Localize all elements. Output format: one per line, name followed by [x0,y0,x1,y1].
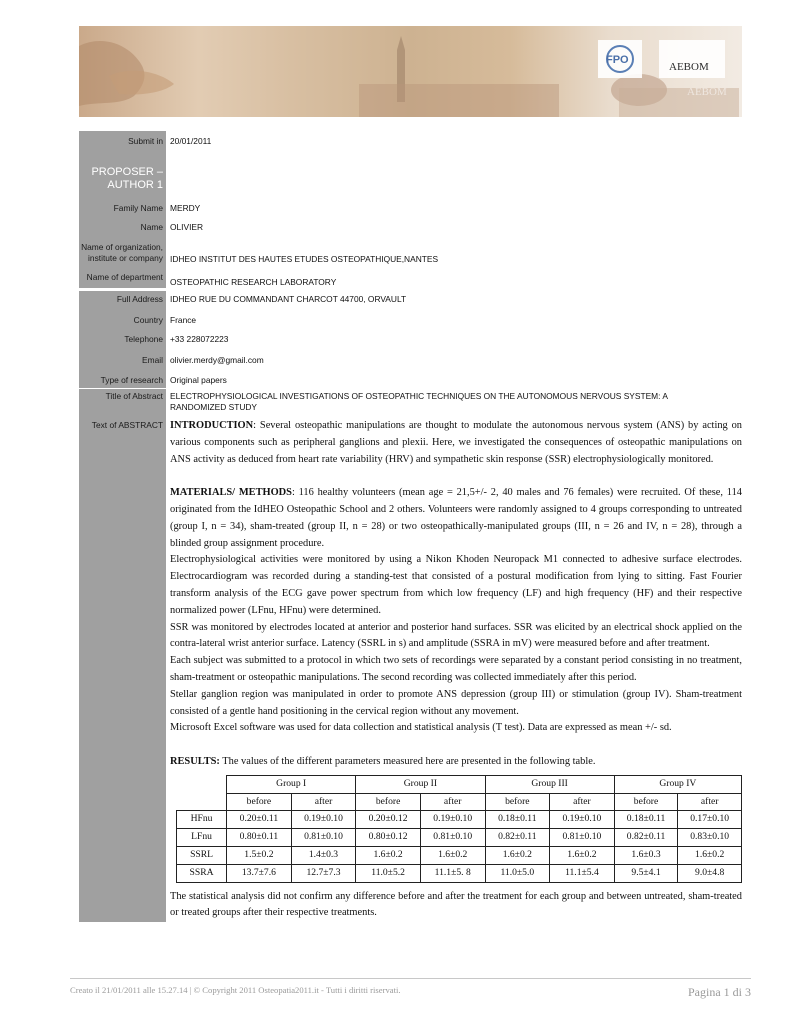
table-cell: 9.0±4.8 [678,864,742,882]
group-header: Group III [485,775,614,793]
table-row [177,864,742,882]
field-label: Full Address [79,291,166,312]
results-paragraph: RESULTS: The values of the different parameters measured here are presented in the following table. [170,755,596,767]
field-value: France [170,315,197,325]
field-value: OLIVIER [170,222,204,232]
table-cell: 0.19±0.10 [550,811,615,829]
field-row [79,312,742,332]
table-cell: 0.19±0.10 [420,811,485,829]
table-cell: 9.5±4.1 [614,864,678,882]
field-value: OSTEOPATHIC RESEARCH LABORATORY [170,277,337,287]
methods-paragraph: MATERIALS/ METHODS: 116 healthy volunteers (mean age = 21,5+/- 2, 40 males and 76 females) were recruited. Of these, 114 originated from the IdHEO Osteopathic School and 2 others. Volunteers were randomly assigned to 4 groups corresponding to untreated (group I, n = 34), sham-treated (group II, n = 28) or two osteopathically-manipulated groups (III, n = 26 and IV, n = 28), through a blinded group assignment procedure. [170,487,742,549]
field-label: Email [79,352,166,372]
field-row [79,198,742,219]
section-row [79,161,742,198]
field-label: Name [79,219,166,240]
table-cell: 0.18±0.11 [614,811,678,829]
field-label: Title of Abstract [79,389,166,418]
results-heading: RESULTS: [170,755,220,767]
field-label: Submit in [79,131,166,161]
paragraph: Each subject was submitted to a protocol in which two sets of recordings were separated by a constant period consisting in no treatment, sham-treatment or osteopathic manipulations. The second recording was collected immediately after this period. [170,655,742,683]
fpo-logo: FPO [606,54,629,66]
page-footer [70,978,751,999]
field-label: Text of ABSTRACT [79,418,166,922]
table-cell: 13.7±7.6 [227,864,292,882]
table-cell: 0.20±0.11 [227,811,292,829]
abstract-row [79,418,742,922]
field-label: Name of department [79,268,166,288]
row-label: SSRA [177,864,227,882]
field-label: Type of research [79,372,166,388]
table-cell: 0.82±0.11 [614,829,678,847]
results-table [176,775,742,883]
field-label: Name of organization, institute or company [79,240,166,268]
subheader-cell: before [227,793,292,811]
table-cell: 0.81±0.10 [291,829,356,847]
table-header-row [177,775,742,793]
table-cell: 0.81±0.10 [420,829,485,847]
page-number: Pagina 1 di 3 [688,985,751,999]
abstract-body [166,418,742,922]
table-cell: 0.80±0.12 [356,829,421,847]
field-row [79,332,742,352]
subheader-cell: after [291,793,356,811]
table-cell: 11.1±5. 8 [420,864,485,882]
aebom-logo: AEBOM [669,61,709,73]
table-cell: 11.0±5.2 [356,864,421,882]
group-header: Group II [356,775,485,793]
intro-heading: INTRODUCTION [170,420,254,431]
subheader-cell: before [614,793,678,811]
aebom-watermark: AEBOM [687,86,727,98]
table-subheader-row [177,793,742,811]
field-row [79,372,742,389]
table-cell: 0.18±0.11 [485,811,550,829]
methods-heading: MATERIALS/ METHODS [170,487,292,499]
table-cell: 1.6±0.2 [550,846,615,864]
paragraph: Microsoft Excel software was used for data collection and statistical analysis (T test). Data are expressed as mean +/- sd. [170,722,672,734]
table-cell: 12.7±7.3 [291,864,356,882]
field-label: Telephone [79,332,166,352]
table-cell: 0.19±0.10 [291,811,356,829]
field-row [79,131,742,161]
table-cell: 0.20±0.12 [356,811,421,829]
intro-paragraph: INTRODUCTION: Several osteopathic manipulations are thought to modulate the autonomous nervous system (ANS) by acting on various components such as peripheral ganglions and plexii. Here, we investigated the consequences of osteopathic manipulations on ANS activity as deduced from heart rate variability (HRV) and sympathetic skin response (SSR) electrophysiologically monitored. [170,420,742,465]
row-label: SSRL [177,846,227,864]
field-value: Original papers [170,375,227,385]
table-row [177,846,742,864]
email-value: olivier.merdy@gmail.com [170,355,264,365]
paragraph: Stellar ganglion region was manipulated in order to promote ANS depression (group III) or stimulation (group IV). Sham-treatment consisted of a gentle hand positioning in the cervical region without any movement. [170,688,742,717]
field-value: 20/01/2011 [170,136,212,146]
section-heading: PROPOSER – AUTHOR 1 [79,161,166,198]
field-row [79,240,742,268]
group-header: Group IV [614,775,741,793]
table-row [177,811,742,829]
submission-form [79,131,742,922]
subheader-cell: before [356,793,421,811]
field-label: Country [79,312,166,332]
copyright-text: Creato il 21/01/2011 alle 15.27.14 | © Copyright 2011 Osteopatia2011.it - Tutti i diritti riservati. [70,985,401,995]
banner-artwork [79,26,742,117]
table-row [177,829,742,847]
field-row [79,268,742,291]
group-header: Group I [227,775,356,793]
table-cell: 1.6±0.2 [485,846,550,864]
subheader-cell: before [485,793,550,811]
table-cell: 1.5±0.2 [227,846,292,864]
table-cell: 1.4±0.3 [291,846,356,864]
abstract-title: ELECTROPHYSIOLOGICAL INVESTIGATIONS OF OSTEOPATHIC TECHNIQUES ON THE AUTONOMOUS NERVOUS SYSTEM: A RANDOMIZED STUDY [170,391,668,412]
field-row [79,219,742,240]
field-value: +33 228072223 [170,334,229,344]
table-cell: 0.17±0.10 [678,811,742,829]
field-row [79,291,742,312]
row-label: LFnu [177,829,227,847]
field-value: IDHEO RUE DU COMMANDANT CHARCOT 44700, ORVAULT [170,294,407,304]
table-cell: 1.6±0.2 [356,846,421,864]
field-row [79,389,742,418]
table-cell: 0.83±0.10 [678,829,742,847]
table-cell: 0.82±0.11 [485,829,550,847]
field-value [166,161,742,167]
field-value: MERDY [170,203,201,213]
table-cell: 11.1±5.4 [550,864,615,882]
table-cell: 0.81±0.10 [550,829,615,847]
field-row [79,352,742,372]
row-label: HFnu [177,811,227,829]
field-value: IDHEO INSTITUT DES HAUTES ETUDES OSTEOPATHIQUE,NANTES [170,254,439,264]
conclusion-paragraph: The statistical analysis did not confirm any difference before and after the treatment for each group and between untreated, sham-treated or treated groups after their respective treatments. [170,890,742,919]
paragraph: SSR was monitored by electrodes located at anterior and posterior hand surfaces. SSR was elicited by an electrical shock applied on the contra-lateral wrist anterior surface. Latency (SSRL in s) and amplitude (SSRA in mV) were measured before and after treatment. [170,621,742,650]
table-cell: 1.6±0.3 [614,846,678,864]
table-cell: 11.0±5.0 [485,864,550,882]
paragraph: Electrophysiological activities were monitored by using a Nikon Khoden Neuropack M1 connected to adhesive surface electrodes. Electrocardiogram was recorded during a standing-test that consisted of a postural modification from lying to sitting. Fast Fourier transform analysis of the ECG gave power spectrum from which low frequency (LF) and high frequency (HF) and their respective normalized power (LFnu, HFnu) were determined. [170,554,742,616]
header-banner [79,26,742,117]
table-cell: 1.6±0.2 [678,846,742,864]
subheader-cell: after [678,793,742,811]
table-cell: 1.6±0.2 [420,846,485,864]
field-label: Family Name [79,198,166,219]
subheader-cell: after [420,793,485,811]
subheader-cell: after [550,793,615,811]
table-cell: 0.80±0.11 [227,829,292,847]
